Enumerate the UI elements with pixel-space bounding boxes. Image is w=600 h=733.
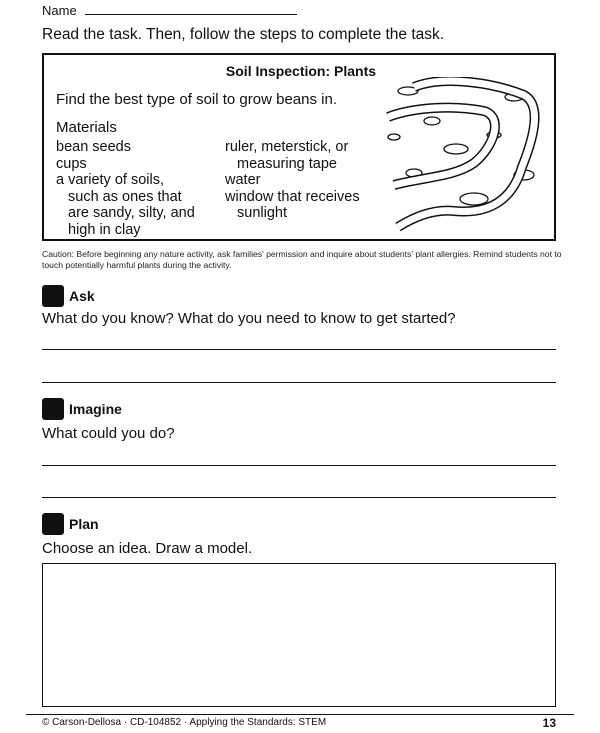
material-item: sunlight xyxy=(237,205,287,221)
material-item: cups xyxy=(56,155,87,172)
page-number: 13 xyxy=(542,716,556,730)
materials-column-2 xyxy=(225,139,360,222)
task-box xyxy=(42,53,556,241)
material-item: a variety of soils, xyxy=(56,172,164,188)
task-goal: Find the best type of soil to grow beans in. xyxy=(56,91,337,108)
material-item: bean seeds xyxy=(56,139,131,155)
task-title: Soil Inspection: Plants xyxy=(225,63,377,79)
name-line[interactable] xyxy=(85,14,297,15)
plan-title: Plan xyxy=(69,516,99,532)
footer-credit: © Carson-Dellosa · CD-104852 · Applying the Standards: STEM xyxy=(42,717,327,728)
name-label: Name xyxy=(42,3,77,18)
material-item: high in clay xyxy=(68,221,141,238)
imagine-answer-line-1[interactable] xyxy=(42,465,556,466)
lightbulb-icon xyxy=(42,398,64,420)
model-drawing-box[interactable] xyxy=(42,563,556,707)
imagine-title: Imagine xyxy=(69,401,122,417)
imagine-heading xyxy=(42,398,122,420)
plan-prompt: Choose an idea. Draw a model. xyxy=(42,540,253,557)
material-item: are sandy, silty, and xyxy=(68,205,195,221)
footer-rule xyxy=(26,714,574,715)
material-item: such as ones that xyxy=(68,188,182,205)
material-item: water xyxy=(225,172,261,188)
material-item: ruler, meterstick, or xyxy=(225,139,349,155)
materials-heading: Materials xyxy=(56,119,117,136)
instruction-text: Read the task. Then, follow the steps to complete the task. xyxy=(42,26,445,43)
caution-note: Caution: Before beginning any nature activity, ask families' permission and inquire about students' plant allergies. Remind students not to touch potentially harmful plants during the activity. xyxy=(42,249,562,270)
worm-illustration xyxy=(374,77,550,233)
imagine-answer-line-2[interactable] xyxy=(42,497,556,498)
notepad-icon xyxy=(42,513,64,535)
ask-answer-line-1[interactable] xyxy=(42,349,556,350)
imagine-prompt: What could you do? xyxy=(42,425,175,442)
materials-column-1 xyxy=(56,139,195,238)
ask-answer-line-2[interactable] xyxy=(42,382,556,383)
ask-title: Ask xyxy=(69,288,95,304)
ask-icon xyxy=(42,285,64,307)
material-item: window that receives xyxy=(225,188,360,205)
ask-heading xyxy=(42,285,95,307)
material-item: measuring tape xyxy=(237,155,337,172)
plan-heading xyxy=(42,513,99,535)
ask-prompt: What do you know? What do you need to know to get started? xyxy=(42,310,456,327)
